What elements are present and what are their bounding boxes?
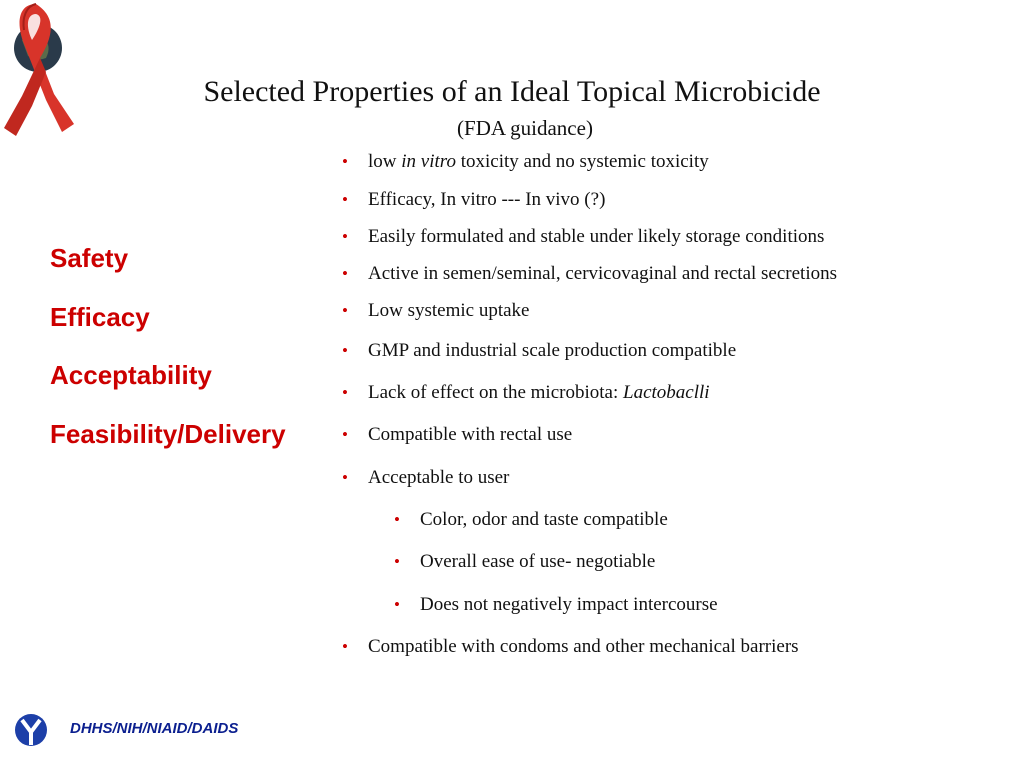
bullet-icon: •	[394, 595, 400, 614]
category-acceptability: Acceptability	[50, 360, 212, 390]
bullet-icon: •	[342, 301, 348, 320]
sub-list-item: • Does not negatively impact intercourse	[394, 594, 718, 615]
category-list	[50, 236, 286, 470]
list-item: • Lack of effect on the microbiota: Lactobaclli	[342, 382, 710, 403]
list-item: • Compatible with rectal use	[342, 424, 573, 445]
bullet-icon: •	[342, 227, 348, 246]
sub-list-item: • Color, odor and taste compatible	[394, 509, 668, 530]
bullet-icon: •	[342, 425, 348, 444]
list-item: • Active in semen/seminal, cervicovaginal and rectal secretions	[342, 263, 838, 284]
bullet-icon: •	[342, 468, 348, 487]
sub-list-item: • Overall ease of use- negotiable	[394, 551, 656, 572]
list-item: • Easily formulated and stable under likely storage conditions	[342, 226, 825, 247]
list-item: • Efficacy, In vitro --- In vivo (?)	[342, 189, 606, 210]
bullet-icon: •	[394, 552, 400, 571]
list-item: • Low systemic uptake	[342, 300, 530, 321]
category-efficacy: Efficacy	[50, 301, 150, 332]
bullet-icon: •	[342, 341, 348, 360]
footer-org-label: DHHS/NIH/NIAID/DAIDS	[70, 720, 239, 737]
bullet-icon: •	[342, 264, 348, 283]
list-item: • GMP and industrial scale production compatible	[342, 340, 737, 361]
slide-title: Selected Properties of an Ideal Topical Microbicide	[203, 75, 821, 108]
category-feasibility-delivery: Feasibility/Delivery	[50, 418, 286, 449]
category-safety: Safety	[50, 243, 129, 273]
niaid-logo-icon	[14, 712, 48, 748]
bullet-icon: •	[342, 190, 348, 209]
bullet-icon: •	[342, 383, 348, 402]
bullet-icon: •	[342, 152, 348, 171]
bullet-icon: •	[394, 510, 400, 529]
list-item: • low in vitro toxicity and no systemic toxicity	[342, 151, 709, 172]
bullet-icon: •	[342, 637, 348, 656]
list-item: • Compatible with condoms and other mechanical barriers	[342, 636, 799, 657]
slide-subtitle: (FDA guidance)	[457, 116, 593, 140]
list-item: • Acceptable to user	[342, 467, 510, 488]
